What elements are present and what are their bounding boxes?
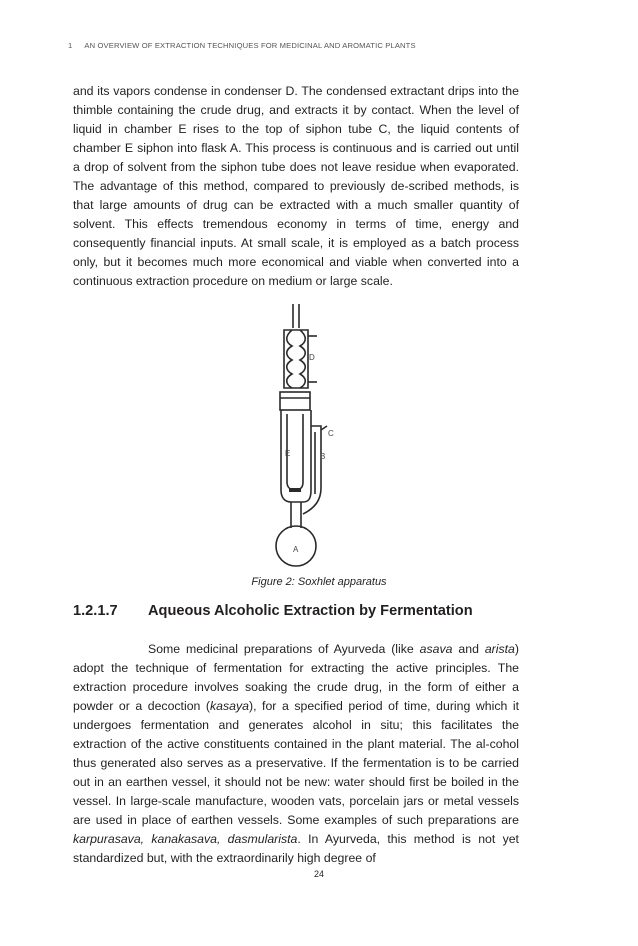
p2-text-1: Some medicinal preparations of Ayurveda (like — [148, 642, 420, 656]
label-a: A — [293, 545, 299, 554]
section-number: 1.2.1.7 — [73, 603, 118, 619]
label-e: E — [285, 449, 291, 458]
soxhlet-apparatus-drawing — [255, 302, 345, 572]
term-arista: arista — [484, 642, 515, 656]
figure-caption: Figure 2: Soxhlet apparatus — [251, 576, 387, 588]
p2-text-3: ) adopt the technique of fermentation for extracting the active principles. The extraction procedure involves soaking the crude drug, in the form of either a powder or a decoction ( — [73, 642, 519, 713]
p2-text-2: and — [452, 642, 485, 656]
section-title: Aqueous Alcoholic Extraction by Fermentation — [148, 603, 473, 619]
label-b: B — [320, 452, 326, 461]
p2-text-4: ), for a specified period of time, during which it undergoes fermentation and generates alcohol in situ; this facilitates the extraction of the active constituents contained in the plant material. The al-cohol thus generated also serves as a preservative. If the fermentation is to be carried out in an earthen vessel, it should not be new: water should first be boiled in the vessel. In large-scale manufacture, wooden vats, porcelain jars or metal vessels are used in place of earthen vessels. Some examples of such preparations are — [73, 699, 519, 827]
page-number: 24 — [313, 869, 324, 879]
running-header — [68, 41, 416, 50]
p2-text-5: . In Ayurveda, this method is not yet standardized but, with the extraordinarily high degree of — [73, 832, 519, 865]
body-paragraph-1: and its vapors condense in condenser D. The condensed extractant drips into the thimble containing the crude drug, and extracts it by contact. When the level of liquid in chamber E rises to the top of siphon tube C, the liquid contents of chamber E siphon into flask A. This process is continuous and is carried out until a drop of solvent from the siphon tube does not leave residue when evaporated. The advantage of this method, compared to previously de-scribed methods, is that large amounts of drug can be extracted with a much smaller quantity of solvent. This effects tremendous economy in terms of time, energy and consequently financial inputs. At small scale, it is employed as a batch process only, but it becomes much more economical and viable when converted into a continuous extraction procedure on medium or large scale. — [73, 84, 519, 288]
section-heading — [73, 603, 473, 619]
label-c: C — [328, 429, 334, 438]
term-kasaya: kasaya — [210, 699, 249, 713]
label-d: D — [309, 353, 315, 362]
chapter-number: 1 — [68, 41, 73, 50]
term-examples: karpurasava, kanakasava, dasmularista — [73, 832, 298, 846]
term-asava: asava — [419, 642, 453, 656]
running-title: AN OVERVIEW OF EXTRACTION TECHNIQUES FOR MEDICINAL AND AROMATIC PLANTS — [84, 41, 416, 50]
body-paragraph-2 — [73, 640, 519, 868]
soxhlet-apparatus-figure — [255, 302, 345, 572]
